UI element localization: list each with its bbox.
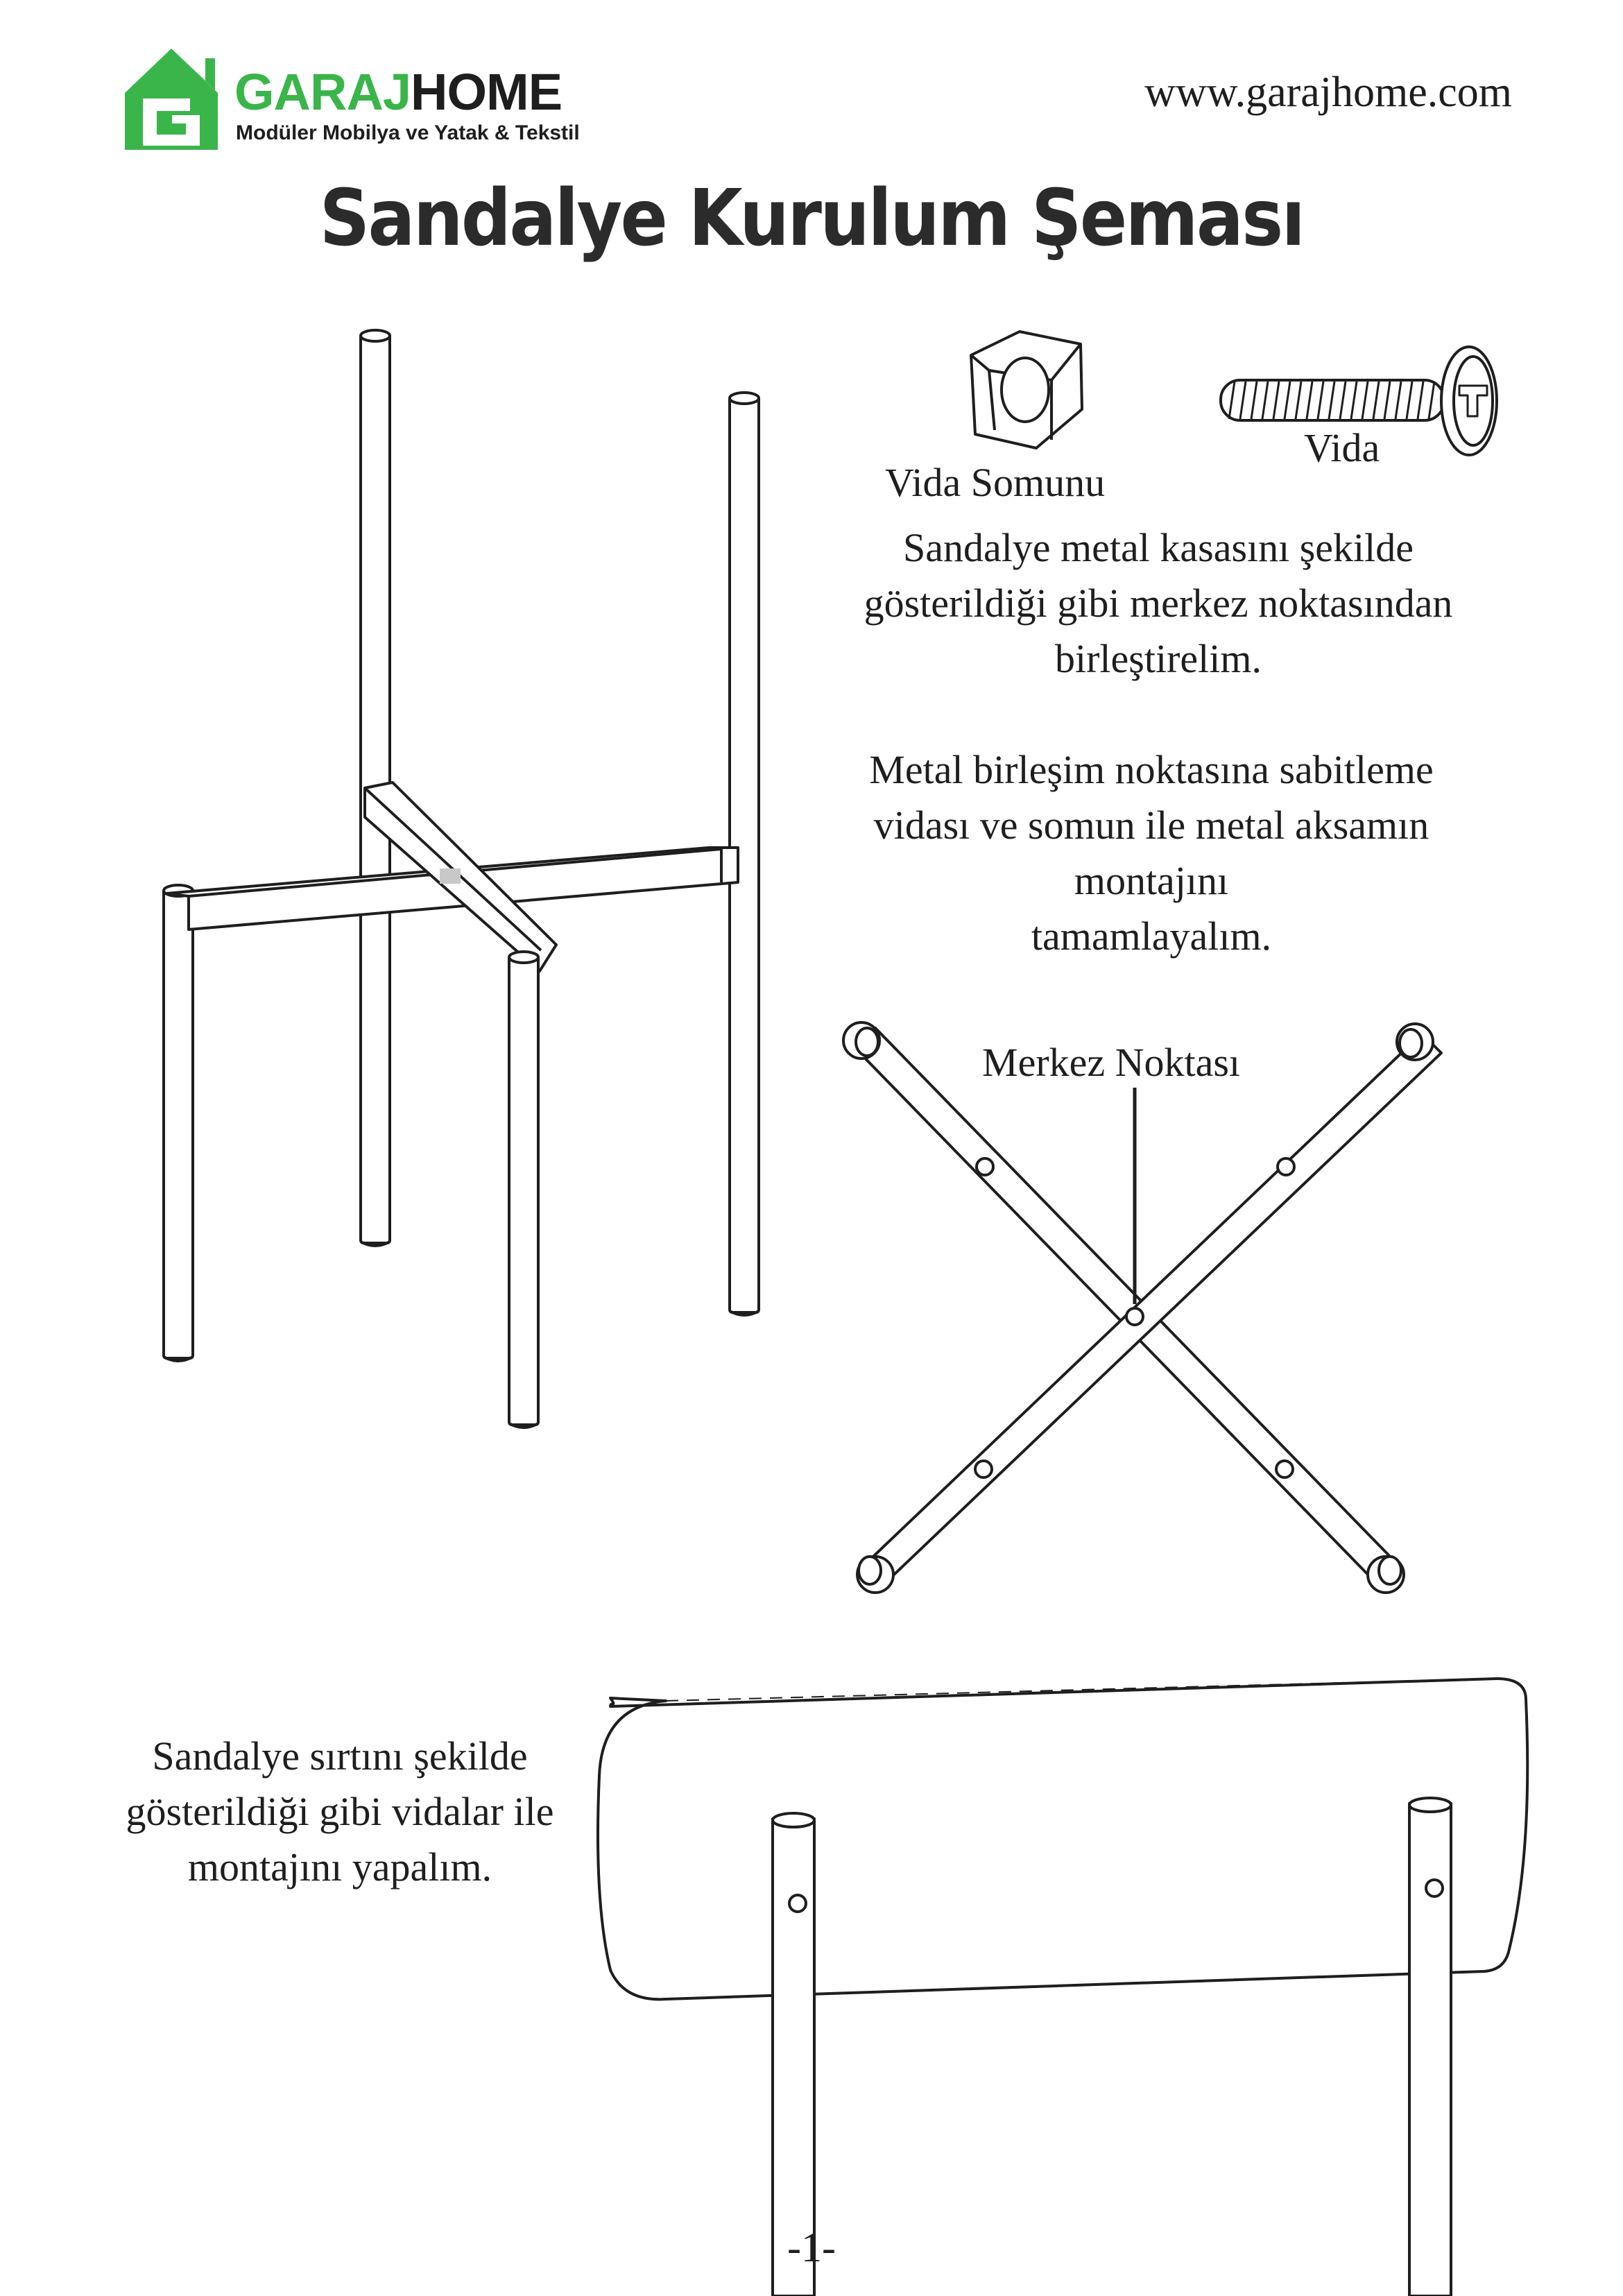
step3-line: Sandalye sırtını şekilde — [152, 1733, 528, 1779]
step1-line: Sandalye metal kasasını şekilde — [902, 525, 1414, 570]
step2-line: vidası ve somun ile metal aksamın — [873, 803, 1429, 848]
step3-line: montajını yapalım. — [187, 1844, 492, 1890]
hex-nut-icon — [971, 332, 1082, 448]
step2-line: Metal birleşim noktasına sabitleme — [869, 747, 1434, 792]
step1-line: gösterildiği gibi merkez noktasından — [864, 581, 1453, 626]
nut-label: Vida Somunu — [885, 460, 1106, 505]
brand-tagline: Modüler Mobilya ve Yatak & Tekstil — [236, 121, 580, 144]
step1-line: birleştirelim. — [1055, 636, 1262, 681]
step1-instructions — [777, 520, 1540, 687]
step2-line: tamamlayalım. — [1031, 914, 1272, 959]
center-point-label: Merkez Noktası — [982, 1040, 1241, 1085]
step2-instructions — [770, 742, 1533, 964]
step3-line: gösterildiği gibi vidalar ile — [126, 1789, 554, 1834]
page-number: -1- — [787, 2225, 836, 2270]
chair-frame-illustration — [164, 330, 759, 1428]
screw-label: Vida — [1304, 425, 1380, 470]
brand-name-part2: HOME — [411, 63, 563, 121]
step3-instructions — [69, 1729, 610, 1895]
x-crossbar-diagram — [843, 1022, 1441, 1593]
step2-line: montajını — [1074, 858, 1229, 903]
page-title: Sandalye Kurulum Şeması — [319, 173, 1304, 264]
brand-name-part1: GARAJ — [234, 63, 411, 121]
website-url: www.garajhome.com — [1144, 69, 1512, 116]
seat-back-illustration — [598, 1679, 1527, 2296]
